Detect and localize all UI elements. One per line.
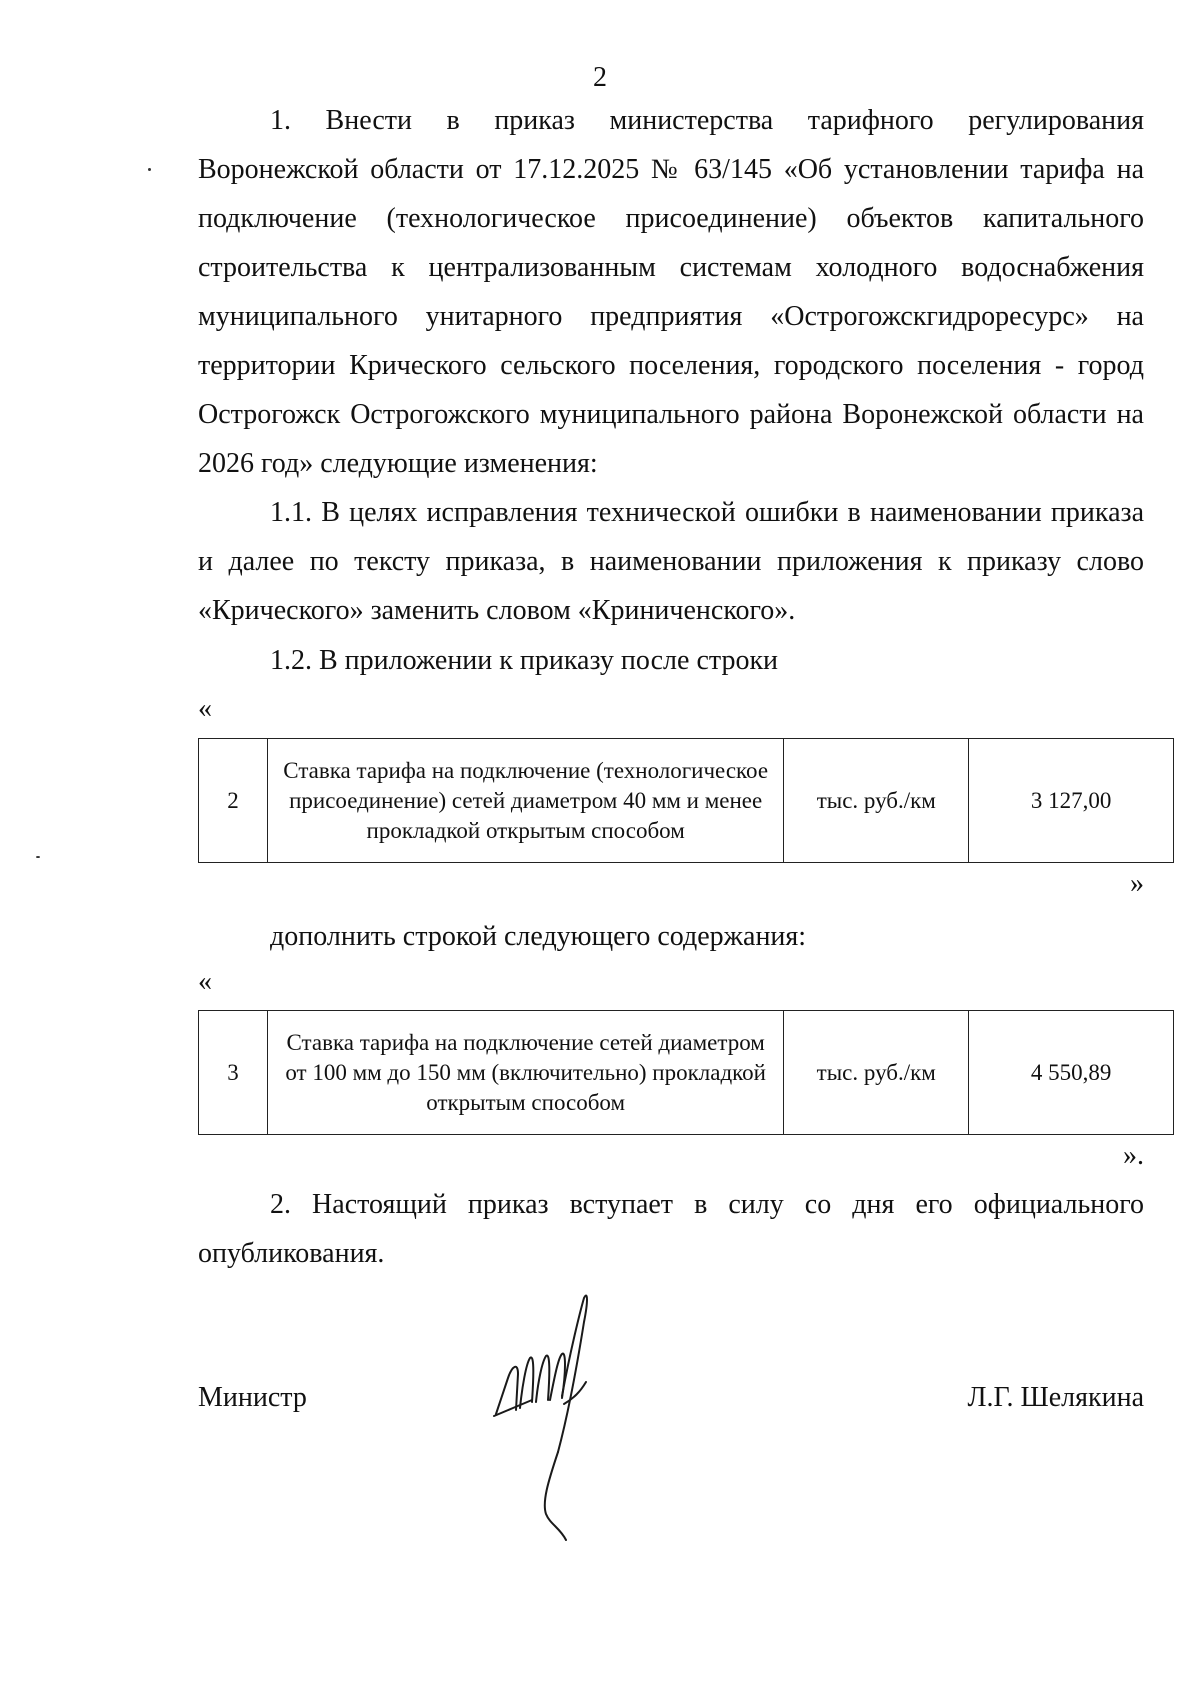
- rate-name: Ставка тарифа на подключение (технологическое присоединение) сетей диаметром 40 мм и менее прокладкой открытым способом: [267, 739, 783, 863]
- rate-name: Ставка тарифа на подключение сетей диаметром от 100 мм до 150 мм (включительно) прокладкой открытым способом: [267, 1011, 783, 1135]
- quote-open-2: «: [198, 966, 212, 997]
- table-row: [199, 1011, 1174, 1135]
- signatory-title: Министр: [198, 1382, 307, 1413]
- tariff-table-2: [198, 1010, 1174, 1135]
- tariff-table-1: [198, 738, 1174, 863]
- scan-speck: [148, 168, 151, 171]
- rate-unit: тыс. руб./км: [784, 1011, 969, 1135]
- paragraph-1: 1. Внести в приказ министерства тарифного регулирования Воронежской области от 17.12.2025 № 63/145 «Об установлении тарифа на подключение (технологическое присоединение) объектов капитального строительства к централизованным системам холодного водоснабжения муниципального унитарного предприятия «Острогожскгидроресурс» на территории Кричеcкого сельского поселения, городского поселения - город Острогожск Острогожского муниципального района Воронежской области на 2026 год» следующие изменения:: [198, 105, 1144, 479]
- page-number: 2: [593, 62, 607, 93]
- quote-close-1: »: [1130, 868, 1144, 899]
- quote-open-1: «: [198, 693, 212, 724]
- quote-close-2: ».: [1123, 1140, 1144, 1171]
- row-number: 2: [199, 739, 268, 863]
- paragraph-add-row: дополнить строкой следующего содержания:: [270, 921, 807, 952]
- paragraph-1-2: 1.2. В приложении к приказу после строки: [270, 645, 779, 676]
- rate-value: 4 550,89: [969, 1011, 1174, 1135]
- paragraph-1-1: 1.1. В целях исправления технической ошибки в наименовании приказа и далее по тексту приказа, в наименовании приложения к приказу слово «Кричеcкого» заменить словом «Криниченского».: [198, 497, 1144, 626]
- rate-value: 3 127,00: [969, 739, 1174, 863]
- signatory-name: Л.Г. Шелякина: [967, 1382, 1144, 1413]
- paragraph-2: 2. Настоящий приказ вступает в силу со дня его официального опубликования.: [198, 1189, 1144, 1269]
- scan-speck: [36, 856, 40, 858]
- table-row: [199, 739, 1174, 863]
- handwritten-signature: [488, 1292, 608, 1557]
- row-number: 3: [199, 1011, 268, 1135]
- rate-unit: тыс. руб./км: [784, 739, 969, 863]
